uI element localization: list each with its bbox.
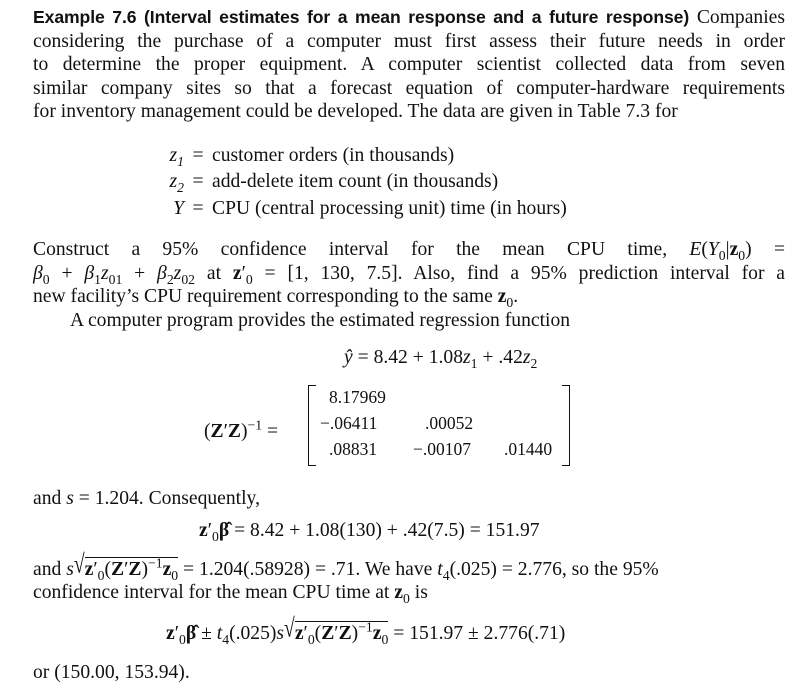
- construct-paragraph: [33, 238, 785, 332]
- final-interval-line: or (150.00, 153.94).: [33, 662, 190, 683]
- definition-y: Y = CPU (central processing unit) time (in hours): [173, 198, 567, 219]
- confidence-interval-intro: confidence interval for the mean CPU time at $z_0$ is: [33, 582, 428, 606]
- intro-line-5: for inventory management could be developed. The data are given in Table 7.3 for: [33, 101, 678, 123]
- point-estimate-equation: $z'_0\betâ = 8.42 + 1.08(130) + .42(7.5) = 151.97$: [199, 520, 540, 544]
- regression-equation: ŷ = $8.42 + 1.08z_1 + .42z_2$: [344, 347, 538, 371]
- intro-line-1: Companies: [696, 7, 785, 28]
- matrix-cell: .08831: [329, 439, 378, 459]
- matrix-cell: −.00107: [413, 439, 471, 459]
- matrix-left-bracket: [308, 385, 316, 466]
- construct-line-1: Construct a 95% confidence interval for the mean CPU time, $E(Y_0|z_0)$ =: [33, 239, 785, 263]
- intro-line-4: similar company sites so that a forecast equation of computer-hardware requirements: [33, 77, 785, 99]
- construct-line-2: $\beta_0 + \beta_1z_{01} + \beta_2z_{02}$ at $z'_0 = [1$, 130, 7.5]. Also, find a 95% prediction interval for a: [33, 262, 785, 287]
- matrix-label: $(Z'Z)^{-1}$ =: [204, 417, 279, 442]
- inverse-matrix: [308, 385, 570, 464]
- matrix-cell: .00052: [425, 413, 474, 433]
- matrix-right-bracket: [562, 385, 570, 466]
- example-paragraph: [33, 6, 785, 124]
- construct-line-4: A computer program provides the estimated regression function: [70, 309, 571, 331]
- standard-error-line: and $s√z'_0(Z'Z)^{-1}z_0 = 1.204(.58928) = .71$. We have $t_4(.025) = 2.776$, so the 95%: [33, 550, 659, 583]
- s-value-line: and s = 1.204. Consequently,: [33, 488, 260, 509]
- intro-line-2: considering the purchase of a computer must first assess their future needs in order: [33, 30, 785, 52]
- matrix-cell: .01440: [504, 439, 553, 459]
- definition-z1: $z_1$ = customer orders (in thousands): [169, 145, 455, 169]
- construct-line-3: new facility’s CPU requirement corresponding to the same $z_0$.: [33, 286, 519, 311]
- confidence-interval-equation: $z'_0\betâ \pm t_4(.025)s√z'_0(Z'Z)^{-1}z_0 = 151.97 \pm 2.776(.71)$: [166, 614, 566, 647]
- definition-z2: $z_2$ = add-delete item count (in thousands): [169, 171, 499, 195]
- matrix-cell: 8.17969: [329, 387, 386, 407]
- example-heading: Example 7.6 (Interval estimates for a mean response and a future response): [33, 7, 690, 27]
- matrix-cell: −.06411: [320, 413, 378, 433]
- intro-line-3: to determine the proper equipment. A computer scientist collected data from seven: [33, 54, 785, 76]
